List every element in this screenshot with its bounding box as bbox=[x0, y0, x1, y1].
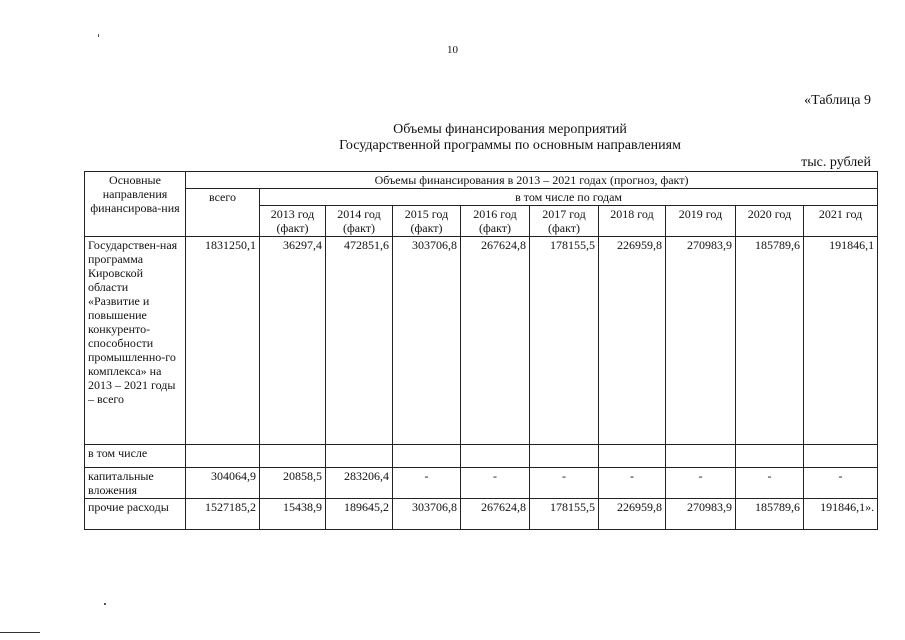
empty-cell bbox=[599, 445, 666, 468]
row-value: 226959,8 bbox=[599, 237, 666, 445]
row-value: 303706,8 bbox=[393, 499, 461, 530]
financing-table bbox=[84, 171, 878, 530]
row-label: в том числе bbox=[85, 445, 186, 468]
scan-line-mark bbox=[0, 632, 40, 633]
header-year: 2013 год (факт) bbox=[260, 206, 326, 237]
empty-cell bbox=[461, 445, 530, 468]
row-value: 178155,5 bbox=[530, 499, 599, 530]
row-value: 189645,2 bbox=[326, 499, 393, 530]
header-year: 2020 год bbox=[736, 206, 804, 237]
row-value: 36297,4 bbox=[260, 237, 326, 445]
row-value: - bbox=[599, 468, 666, 499]
row-label: капитальные вложения bbox=[85, 468, 186, 499]
scan-speck bbox=[104, 603, 106, 605]
empty-cell bbox=[186, 445, 260, 468]
scan-speck bbox=[98, 34, 99, 37]
table-row bbox=[85, 468, 878, 499]
table-row bbox=[85, 499, 878, 530]
page-number: 10 bbox=[447, 44, 458, 56]
row-value: 270983,9 bbox=[666, 237, 736, 445]
row-label: Государствен-ная программа Кировской области «Развитие и повышение конкуренто-способности промышленно-го комплекса» на 2013 – 2021 годы – всего bbox=[85, 237, 186, 445]
header-year: 2016 год (факт) bbox=[461, 206, 530, 237]
header-year: 2015 год (факт) bbox=[393, 206, 461, 237]
row-value: 185789,6 bbox=[736, 499, 804, 530]
row-value: 270983,9 bbox=[666, 499, 736, 530]
row-value: - bbox=[736, 468, 804, 499]
title-line-1: Объемы финансирования мероприятий bbox=[393, 122, 627, 137]
row-value: 191846,1 bbox=[804, 237, 878, 445]
row-value: 191846,1». bbox=[804, 499, 878, 530]
header-direction: Основные направления финансирова-ния bbox=[85, 172, 186, 237]
row-value: - bbox=[666, 468, 736, 499]
header-year: 2021 год bbox=[804, 206, 878, 237]
table-row bbox=[85, 445, 878, 468]
header-year: 2018 год bbox=[599, 206, 666, 237]
row-value: 267624,8 bbox=[461, 237, 530, 445]
row-value: 472851,6 bbox=[326, 237, 393, 445]
header-year: 2017 год (факт) bbox=[530, 206, 599, 237]
row-value: 15438,9 bbox=[260, 499, 326, 530]
table-title bbox=[0, 122, 905, 154]
row-total: 1831250,1 bbox=[186, 237, 260, 445]
row-value: - bbox=[393, 468, 461, 499]
table-row bbox=[85, 237, 878, 445]
title-line-2: Государственной программы по основным направлениям bbox=[339, 138, 681, 153]
empty-cell bbox=[326, 445, 393, 468]
row-total: 1527185,2 bbox=[186, 499, 260, 530]
row-value: - bbox=[804, 468, 878, 499]
empty-cell bbox=[666, 445, 736, 468]
row-value: 185789,6 bbox=[736, 237, 804, 445]
row-value: - bbox=[461, 468, 530, 499]
header-total: всего bbox=[186, 189, 260, 237]
header-volumes: Объемы финансирования в 2013 – 2021 годах (прогноз, факт) bbox=[186, 172, 878, 189]
row-value: 283206,4 bbox=[326, 468, 393, 499]
table-label: «Таблица 9 bbox=[804, 93, 871, 108]
empty-cell bbox=[260, 445, 326, 468]
header-row-1 bbox=[85, 172, 878, 189]
row-value: 267624,8 bbox=[461, 499, 530, 530]
empty-cell bbox=[393, 445, 461, 468]
header-by-years: в том числе по годам bbox=[260, 189, 878, 206]
row-value: 226959,8 bbox=[599, 499, 666, 530]
empty-cell bbox=[736, 445, 804, 468]
row-value: 178155,5 bbox=[530, 237, 599, 445]
row-value: 20858,5 bbox=[260, 468, 326, 499]
row-value: 303706,8 bbox=[393, 237, 461, 445]
header-year: 2014 год (факт) bbox=[326, 206, 393, 237]
row-value: - bbox=[530, 468, 599, 499]
header-year: 2019 год bbox=[666, 206, 736, 237]
empty-cell bbox=[804, 445, 878, 468]
units-label: тыс. рублей bbox=[801, 155, 871, 170]
empty-cell bbox=[530, 445, 599, 468]
row-label: прочие расходы bbox=[85, 499, 186, 530]
row-total: 304064,9 bbox=[186, 468, 260, 499]
header-row-2 bbox=[85, 189, 878, 206]
